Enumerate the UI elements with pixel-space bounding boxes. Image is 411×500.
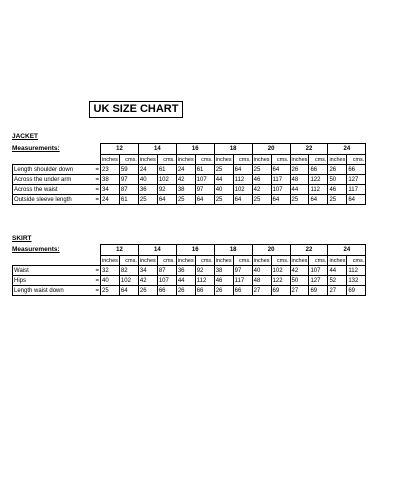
measurement-value: 46: [328, 185, 347, 195]
equals-sign: =: [95, 176, 99, 183]
measurement-value: 122: [309, 175, 328, 185]
jacket-size-table: [12, 143, 366, 205]
measurement-name-cell: [13, 165, 101, 175]
measurement-value: 64: [157, 195, 176, 205]
measurement-value: 42: [176, 175, 195, 185]
measurement-value: 38: [101, 175, 120, 185]
table-row: [13, 185, 366, 195]
equals-sign: =: [95, 287, 99, 294]
measurement-value: 24: [101, 195, 120, 205]
measurement-value: 44: [214, 175, 233, 185]
measurement-value: 107: [157, 276, 176, 286]
equals-sign: =: [95, 267, 99, 274]
measurement-value: 64: [309, 195, 328, 205]
unit-header: cms.: [271, 256, 290, 266]
size-header: 14: [138, 144, 176, 155]
measurement-value: 66: [157, 286, 176, 296]
measurement-value: 46: [214, 276, 233, 286]
unit-header: inches: [102, 156, 118, 163]
measurement-value: 97: [195, 185, 214, 195]
measurement-value: 36: [176, 266, 195, 276]
measurement-value: 97: [233, 266, 252, 276]
measurement-value: 50: [328, 175, 347, 185]
unit-header: inches: [215, 156, 232, 163]
measurement-value: 40: [101, 276, 120, 286]
unit-header: inches: [253, 257, 270, 264]
measurement-value: 66: [233, 286, 252, 296]
equals-sign: =: [95, 196, 99, 203]
measurement-value: 117: [233, 276, 252, 286]
size-header: 24: [328, 144, 366, 155]
measurement-value: 25: [138, 195, 157, 205]
unit-header: inches: [291, 257, 308, 264]
measurement-name: Length waist down: [14, 287, 64, 294]
measurement-value: 117: [271, 175, 290, 185]
unit-header: cms.: [233, 155, 252, 165]
measurement-value: 50: [290, 276, 309, 286]
unit-header: inches: [215, 257, 232, 264]
measurement-name-cell: [13, 286, 101, 296]
measurement-value: 102: [271, 266, 290, 276]
measurement-value: 61: [157, 165, 176, 175]
table-row: [13, 175, 366, 185]
measurement-value: 27: [252, 286, 271, 296]
measurement-value: 66: [309, 165, 328, 175]
measurement-value: 40: [214, 185, 233, 195]
skirt-section-label: SKIRT: [12, 235, 32, 242]
unit-header: inches: [329, 156, 346, 163]
measurement-value: 38: [176, 185, 195, 195]
measurement-value: 102: [157, 175, 176, 185]
table-row: [13, 195, 366, 205]
measurement-value: 42: [252, 185, 271, 195]
measurement-name-cell: [13, 266, 101, 276]
measurement-value: 64: [233, 195, 252, 205]
header-spacer: [13, 256, 101, 266]
measurement-value: 26: [214, 286, 233, 296]
measurement-value: 42: [138, 276, 157, 286]
unit-header: inches: [253, 156, 270, 163]
measurement-value: 40: [252, 266, 271, 276]
jacket-measurements-label: Measurements:: [12, 145, 60, 152]
unit-header: cms.: [347, 256, 366, 266]
unit-header: cms.: [157, 155, 176, 165]
measurement-value: 27: [328, 286, 347, 296]
equals-sign: =: [95, 277, 99, 284]
measurement-value: 87: [119, 185, 138, 195]
measurement-value: 127: [347, 175, 366, 185]
size-header: 18: [214, 144, 252, 155]
measurement-value: 64: [119, 286, 138, 296]
measurement-value: 107: [309, 266, 328, 276]
measurement-value: 48: [290, 175, 309, 185]
measurement-value: 25: [252, 165, 271, 175]
measurement-value: 112: [309, 185, 328, 195]
measurement-name-cell: [13, 175, 101, 185]
unit-header: inches: [102, 257, 118, 264]
measurement-value: 25: [214, 165, 233, 175]
unit-header: cms.: [309, 256, 328, 266]
measurement-name: Waist: [14, 267, 29, 274]
header-spacer: [13, 144, 101, 155]
measurement-value: 64: [271, 165, 290, 175]
unit-header: inches: [291, 156, 308, 163]
measurement-value: 87: [157, 266, 176, 276]
unit-header: inches: [329, 257, 346, 264]
chart-title: UK SIZE CHART: [89, 101, 183, 118]
measurement-name: Across the waist: [14, 186, 58, 193]
size-header: 20: [252, 245, 290, 256]
measurement-value: 34: [101, 185, 120, 195]
unit-header: inches: [139, 257, 156, 264]
measurement-value: 42: [290, 266, 309, 276]
measurement-value: 132: [347, 276, 366, 286]
measurement-value: 102: [119, 276, 138, 286]
measurement-value: 107: [195, 175, 214, 185]
measurement-value: 102: [233, 185, 252, 195]
measurement-value: 44: [290, 185, 309, 195]
measurement-value: 64: [271, 195, 290, 205]
measurement-value: 23: [101, 165, 120, 175]
header-spacer: [13, 245, 101, 256]
size-header: 16: [176, 144, 214, 155]
measurement-value: 25: [101, 286, 120, 296]
measurement-value: 27: [290, 286, 309, 296]
table-row: [13, 266, 366, 276]
measurement-value: 92: [195, 266, 214, 276]
size-header: 22: [290, 144, 328, 155]
unit-header: cms.: [309, 155, 328, 165]
measurement-name: Length shoulder down: [14, 166, 74, 173]
equals-sign: =: [95, 186, 99, 193]
size-header: 12: [101, 245, 139, 256]
measurement-name: Hips: [14, 277, 27, 284]
measurement-name: Across the under arm: [14, 176, 72, 183]
measurement-name-cell: [13, 195, 101, 205]
measurement-name-cell: [13, 185, 101, 195]
measurement-value: 112: [195, 276, 214, 286]
skirt-size-table: [12, 244, 366, 296]
size-header: 24: [328, 245, 366, 256]
header-spacer: [13, 155, 101, 165]
table-row: [13, 286, 366, 296]
measurement-value: 38: [214, 266, 233, 276]
measurement-value: 92: [157, 185, 176, 195]
measurement-value: 26: [290, 165, 309, 175]
unit-header: inches: [139, 156, 156, 163]
measurement-value: 25: [328, 195, 347, 205]
measurement-value: 64: [195, 195, 214, 205]
measurement-value: 127: [309, 276, 328, 286]
unit-header: cms.: [195, 256, 214, 266]
size-header: 20: [252, 144, 290, 155]
size-header: 12: [101, 144, 139, 155]
measurement-value: 112: [347, 266, 366, 276]
measurement-value: 69: [271, 286, 290, 296]
measurement-value: 52: [328, 276, 347, 286]
measurement-value: 44: [176, 276, 195, 286]
size-header: 14: [138, 245, 176, 256]
measurement-value: 61: [119, 195, 138, 205]
measurement-value: 46: [252, 175, 271, 185]
measurement-value: 32: [101, 266, 120, 276]
measurement-value: 107: [271, 185, 290, 195]
unit-header: cms.: [119, 155, 138, 165]
skirt-measurements-label: Measurements:: [12, 246, 60, 253]
measurement-value: 64: [233, 165, 252, 175]
measurement-value: 34: [138, 266, 157, 276]
unit-header: cms.: [233, 256, 252, 266]
unit-header: cms.: [119, 256, 138, 266]
unit-header: cms.: [271, 155, 290, 165]
measurement-value: 97: [119, 175, 138, 185]
measurement-value: 44: [328, 266, 347, 276]
measurement-value: 25: [252, 195, 271, 205]
measurement-name-cell: [13, 276, 101, 286]
measurement-value: 36: [138, 185, 157, 195]
measurement-value: 66: [195, 286, 214, 296]
unit-header: inches: [177, 257, 194, 264]
measurement-value: 61: [195, 165, 214, 175]
unit-header: cms.: [157, 256, 176, 266]
measurement-value: 26: [176, 286, 195, 296]
unit-header: cms.: [195, 155, 214, 165]
table-row: [13, 276, 366, 286]
jacket-section-label: JACKET: [12, 133, 39, 140]
measurement-value: 25: [214, 195, 233, 205]
table-row: [13, 165, 366, 175]
measurement-value: 59: [119, 165, 138, 175]
measurement-value: 48: [252, 276, 271, 286]
measurement-value: 24: [138, 165, 157, 175]
equals-sign: =: [95, 166, 99, 173]
unit-header: inches: [177, 156, 194, 163]
measurement-value: 26: [138, 286, 157, 296]
measurement-value: 25: [176, 195, 195, 205]
measurement-value: 82: [119, 266, 138, 276]
measurement-value: 24: [176, 165, 195, 175]
size-header: 22: [290, 245, 328, 256]
unit-header: cms.: [347, 155, 366, 165]
size-header: 18: [214, 245, 252, 256]
measurement-value: 69: [347, 286, 366, 296]
measurement-value: 40: [138, 175, 157, 185]
measurement-value: 25: [290, 195, 309, 205]
measurement-value: 112: [233, 175, 252, 185]
size-header: 16: [176, 245, 214, 256]
measurement-value: 117: [347, 185, 366, 195]
measurement-value: 66: [347, 165, 366, 175]
measurement-name: Outside sleeve length: [14, 196, 72, 203]
measurement-value: 64: [347, 195, 366, 205]
measurement-value: 69: [309, 286, 328, 296]
measurement-value: 122: [271, 276, 290, 286]
measurement-value: 26: [328, 165, 347, 175]
